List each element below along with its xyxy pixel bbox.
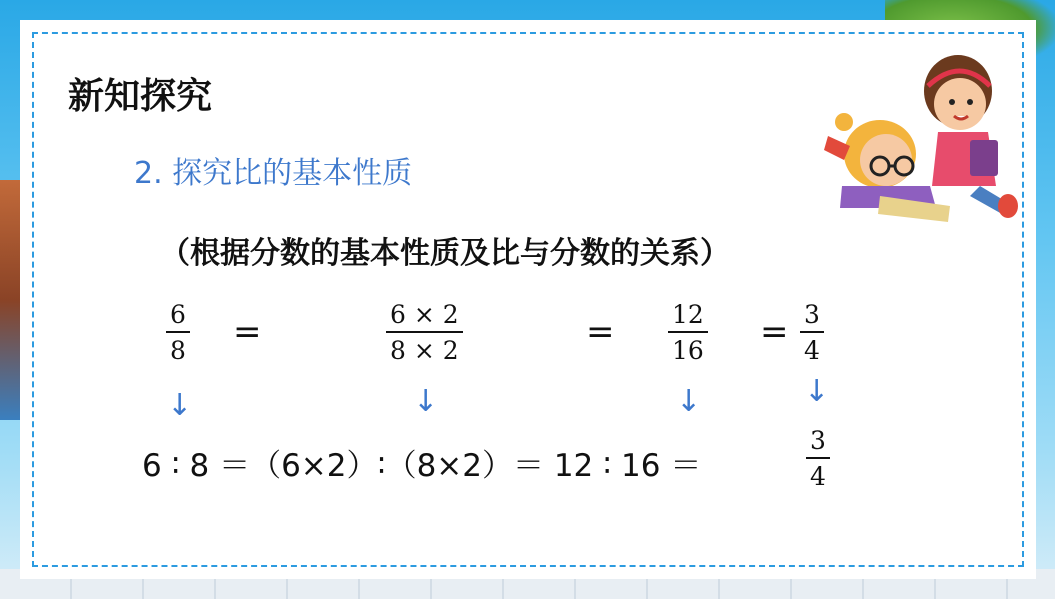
denominator: 16	[672, 336, 704, 365]
down-arrow-icon: ↓	[804, 374, 830, 409]
denominator: 8	[170, 336, 186, 365]
numerator: 3	[804, 300, 820, 329]
numerator: 3	[810, 426, 826, 455]
section-subtitle: 2. 探究比的基本性质	[134, 156, 413, 191]
down-arrow-icon: ↓	[413, 384, 439, 419]
denominator: 4	[810, 462, 826, 491]
equals-sign: =	[760, 312, 789, 352]
down-arrow-icon: ↓	[676, 384, 702, 419]
fraction-6x2-8x2	[386, 302, 463, 363]
fraction-12-16	[668, 302, 708, 363]
ratio-equation: 6 ∶ 8 ＝（6×2）∶（8×2）＝ 12 ∶ 16 ＝	[142, 448, 702, 484]
equals-sign: =	[586, 312, 615, 352]
numerator: 6	[170, 300, 186, 329]
fraction-6-8	[166, 302, 190, 363]
down-arrow-icon: ↓	[167, 388, 193, 423]
equals-sign: =	[233, 312, 262, 352]
fraction-3-4-result	[806, 428, 830, 489]
kids-reading-illustration	[820, 36, 1030, 226]
fraction-3-4	[800, 302, 824, 363]
denominator: 4	[804, 336, 820, 365]
numerator: 6 × 2	[390, 300, 459, 329]
explanation-note: （根据分数的基本性质及比与分数的关系）	[160, 236, 730, 271]
denominator: 8 × 2	[390, 336, 459, 365]
page-title: 新知探究	[68, 76, 213, 117]
numerator: 12	[672, 300, 704, 329]
